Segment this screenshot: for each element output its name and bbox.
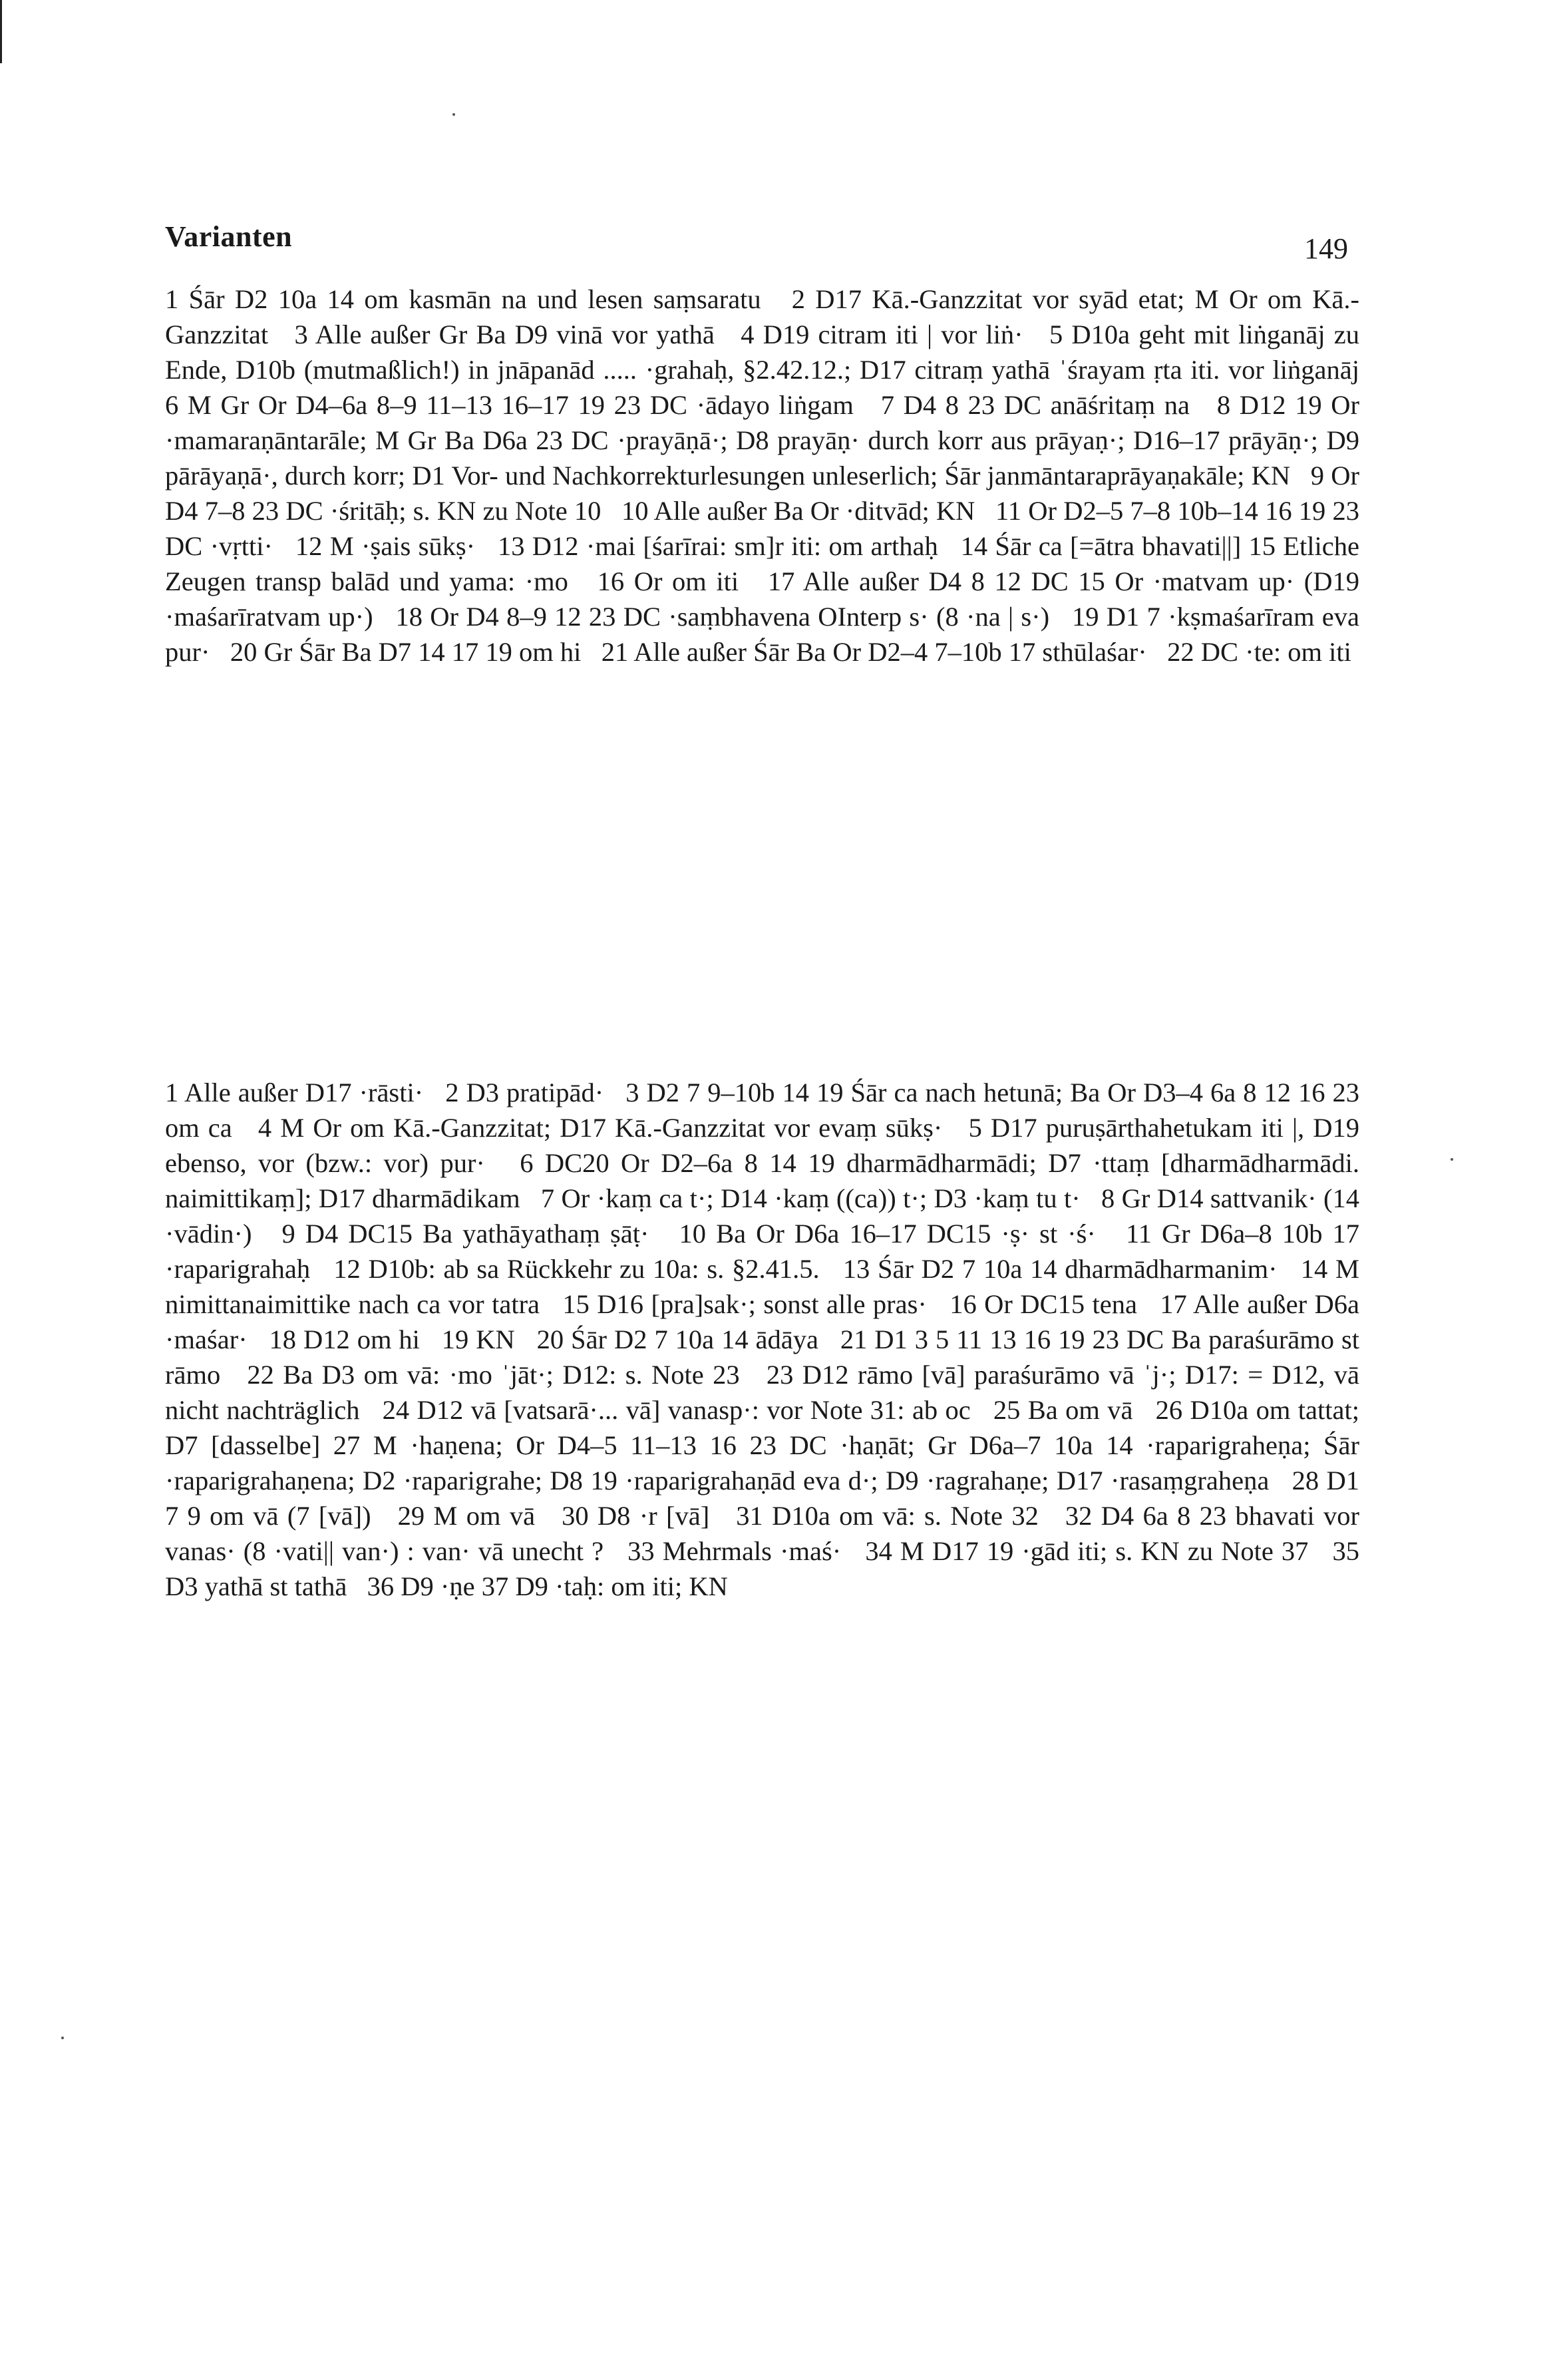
page-number: 149 (1304, 232, 1348, 265)
scan-speck (452, 113, 455, 116)
running-head: Varianten (165, 220, 293, 253)
scan-speck (61, 2037, 64, 2039)
binding-edge-mark (0, 0, 2, 63)
variant-block-2: 1 Alle außer D17 ·rāsti· 2 D3 pratipād· 3 D2 7 9–10b 14 19 Śār ca nach hetunā; Ba Or D3–4 6a 8 12 16 23 om ca 4 M Or om Kā.-Ganzzitat; D17 Kā.-Ganzzitat vor evaṃ sūkṣ· 5 D17 puruṣārthahetukam iti |, D19 ebenso, vor (bzw.: vor) pur· 6 DC20 Or D2–6a 8 14 19 dharmādharmādi; D7 ·ttaṃ [dharmādharmādi. naimittikaṃ]; D17 dharmādikam 7 Or ·kaṃ ca t·; D14 ·kaṃ ((ca)) t·; D3 ·kaṃ tu t· 8 Gr D14 sattvanik· (14 ·vādin·) 9 D4 DC15 Ba yathāyathaṃ ṣāṭ· 10 Ba Or D6a 16–17 DC15 ·ṣ· st ·ś· 11 Gr D6a–8 10b 17 ·raparigrahaḥ 12 D10b: ab sa Rückkehr zu 10a: s. §2.41.5. 13 Śār D2 7 10a 14 dharmādharmanim· 14 M nimittanaimittike nach ca vor tatra 15 D16 [pra]sak·; sonst alle pras· 16 Or DC15 tena 17 Alle außer D6a ·maśar· 18 D12 om hi 19 KN 20 Śār D2 7 10a 14 ādāya 21 D1 3 5 11 13 16 19 23 DC Ba paraśurāmo st rāmo 22 Ba D3 om vā: ·mo ˈjāt·; D12: s. Note 23 23 D12 rāmo [vā] paraśurāmo vā ˈj·; D17: = D12, vā nicht nachträglich 24 D12 vā [vatsarā·... vā] vanasp·: vor Note 31: ab oc 25 Ba om vā 26 D10a om tattat; D7 [dasselbe] 27 M ·haṇena; Or D4–5 11–13 16 23 DC ·haṇāt; Gr D6a–7 10a 14 ·raparigraheṇa; Śār ·raparigrahaṇena; D2 ·raparigrahe; D8 19 ·raparigrahaṇād eva d·; D9 ·ragrahaṇe; D17 ·rasaṃgraheṇa 28 D1 7 9 om vā (7 [vā]) 29 M om vā 30 D8 ·r [vā] 31 D10a om vā: s. Note 32 32 D4 6a 8 23 bhavati vor vanas· (8 ·vati|| van·) : van· vā unecht ? 33 Mehrmals ·maś· 34 M D17 19 ·gād iti; s. KN zu Note 37 35 D3 yathā st tathā 36 D9 ·ṇe 37 D9 ·taḥ: om iti; KN (165, 1078, 1367, 1601)
scan-speck (1451, 1158, 1453, 1161)
variant-block-1: 1 Śār D2 10a 14 om kasmān na und lesen saṃsaratu 2 D17 Kā.-Ganzzitat vor syād etat; M Or om Kā.-Ganzzitat 3 Alle außer Gr Ba D9 vinā vor yathā 4 D19 citram iti | vor liṅ· 5 D10a geht mit liṅganāj zu Ende, D10b (mutmaßlich!) in jnāpanād ..... ·grahaḥ, §2.42.12.; D17 citraṃ yathā ˈśrayam ṛta iti. vor liṅganāj 6 M Gr Or D4–6a 8–9 11–13 16–17 19 23 DC ·ādayo liṅgam 7 D4 8 23 DC anāśritaṃ na 8 D12 19 Or ·mamaraṇāntarāle; M Gr Ba D6a 23 DC ·prayāṇā·; D8 prayāṇ· durch korr aus prāyaṇ·; D16–17 prāyāṇ·; D9 pārāyaṇā·, durch korr; D1 Vor- und Nachkorrekturlesungen unleserlich; Śār janmāntaraprāyaṇakāle; KN 9 Or D4 7–8 23 DC ·śritāḥ; s. KN zu Note 10 10 Alle außer Ba Or ·ditvād; KN 11 Or D2–5 7–8 10b–14 16 19 23 DC ·vṛtti· 12 M ·ṣais sūkṣ· 13 D12 ·mai [śarīrai: sm]r iti: om arthaḥ 14 Śār ca [=ātra bhavati||] 15 Etliche Zeugen transp balād und yama: ·mo 16 Or om iti 17 Alle außer D4 8 12 DC 15 Or ·matvam up· (D19 ·maśarīratvam up·) 18 Or D4 8–9 12 23 DC ·saṃbhavena OInterp s· (8 ·na | s·) 19 D1 7 ·kṣmaśarīram eva pur· 20 Gr Śār Ba D7 14 17 19 om hi 21 Alle außer Śār Ba Or D2–4 7–10b 17 sthūlaśar· 22 DC ·te: om iti (165, 284, 1380, 667)
